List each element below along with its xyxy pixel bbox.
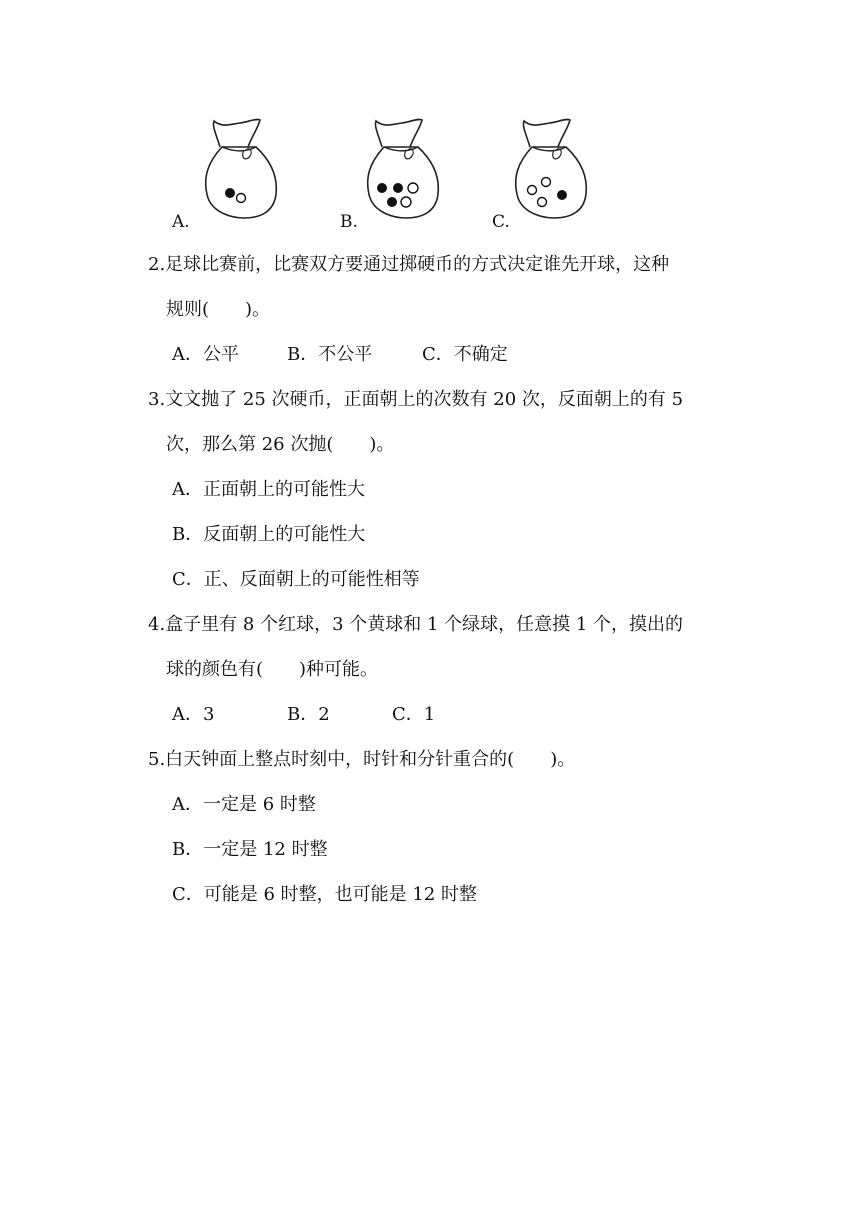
q4-option-c[interactable]: C．1 [392, 704, 436, 725]
ball-black [557, 190, 567, 200]
q5-option-c[interactable]: C．可能是 6 时整，也可能是 12 时整 [172, 884, 478, 905]
q1-option-b-label: B. [340, 212, 358, 232]
q4-option-a[interactable]: A．3 [172, 704, 215, 725]
q1-option-a-label: A. [172, 212, 190, 232]
ball-white [408, 183, 418, 193]
bag-c-image [510, 114, 592, 222]
q5-stem-line1: 5.白天钟面上整点时刻中，时针和分针重合的( )。 [148, 749, 576, 770]
q2-stem-line2: 规则( )。 [166, 299, 271, 320]
ball-white [237, 194, 246, 203]
q3-stem-line1: 3.文文抛了 25 次硬币，正面朝上的次数有 20 次，反面朝上的有 5 [148, 389, 684, 410]
ball-black [225, 188, 235, 198]
q3-stem-line2: 次，那么第 26 次抛( )。 [166, 434, 395, 455]
q4-option-b[interactable]: B．2 [287, 704, 330, 725]
ball-white [538, 198, 547, 207]
q3-option-c[interactable]: C．正、反面朝上的可能性相等 [172, 569, 420, 590]
q2-stem-line1: 2.足球比赛前，比赛双方要通过掷硬币的方式决定谁先开球，这种 [148, 254, 670, 275]
ball-white [528, 186, 537, 195]
ball-black [393, 183, 403, 193]
q3-option-b[interactable]: B．反面朝上的可能性大 [172, 524, 366, 545]
q3-option-a[interactable]: A．正面朝上的可能性大 [172, 479, 365, 500]
q1-option-c-label: C. [492, 212, 510, 232]
q2-option-b[interactable]: B．不公平 [287, 344, 373, 365]
q5-option-b[interactable]: B．一定是 12 时整 [172, 839, 328, 860]
q4-stem-line2: 球的颜色有( )种可能。 [166, 659, 379, 680]
ball-white [401, 197, 411, 207]
bag-a-image [200, 114, 282, 222]
ball-white [542, 178, 551, 187]
q4-stem-line1: 4.盒子里有 8 个红球，3 个黄球和 1 个绿球，任意摸 1 个，摸出的 [148, 614, 684, 635]
ball-black [377, 183, 387, 193]
bag-b-image [362, 114, 444, 222]
q5-option-a[interactable]: A．一定是 6 时整 [172, 794, 316, 815]
ball-black [387, 197, 397, 207]
q2-option-c[interactable]: C．不确定 [422, 344, 508, 365]
q2-option-a[interactable]: A．公平 [172, 344, 239, 365]
